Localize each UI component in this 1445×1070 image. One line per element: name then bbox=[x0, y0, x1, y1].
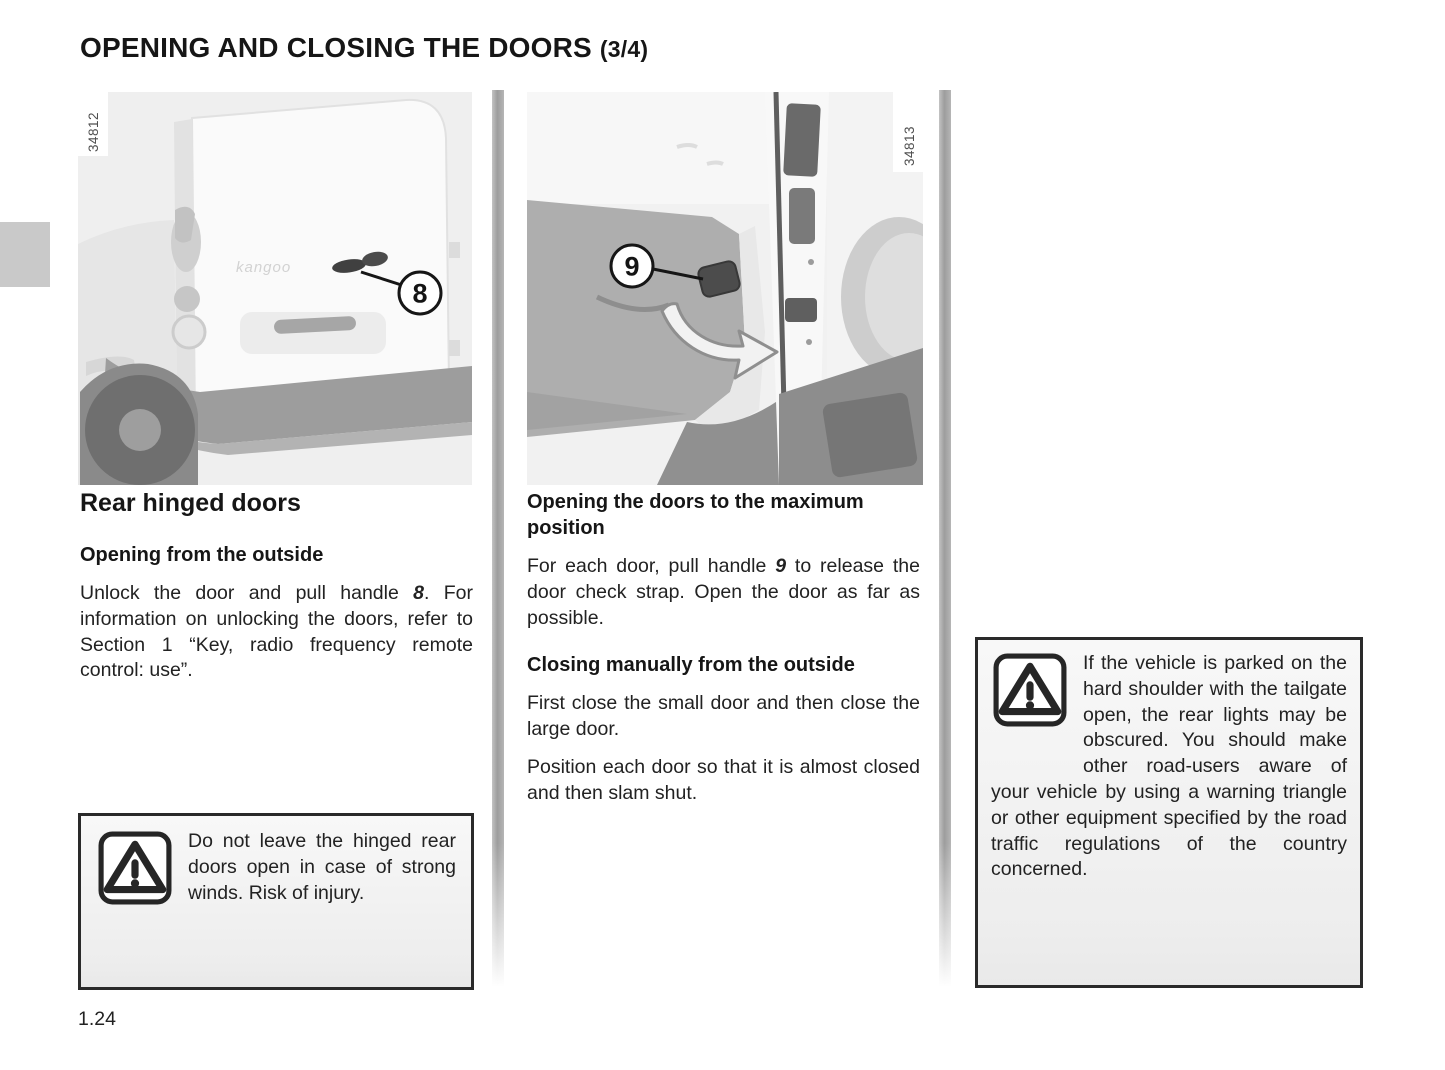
figure-rear-hinged-doors bbox=[78, 92, 472, 485]
subsection-heading: Opening the doors to the maximum position bbox=[527, 491, 864, 539]
door-interior-illustration bbox=[527, 92, 923, 485]
paragraph: Position each door so that it is almost closed and then slam shut. bbox=[527, 755, 920, 804]
page-title-text: OPENING AND CLOSING THE DOORS bbox=[80, 32, 592, 63]
figure-door-maximum-opening bbox=[527, 92, 923, 485]
page-title-suffix: (3/4) bbox=[599, 36, 649, 62]
callout-8 bbox=[399, 272, 441, 314]
warning-triangle-icon bbox=[993, 653, 1067, 727]
kangoo-badge: kangoo bbox=[236, 259, 292, 276]
section-heading: Rear hinged doors bbox=[80, 489, 301, 517]
handle-ref-number: 9 bbox=[775, 555, 787, 577]
svg-text:9: 9 bbox=[624, 251, 640, 282]
warning-triangle-icon bbox=[98, 831, 172, 905]
left-column bbox=[80, 489, 473, 696]
paragraph: Unlock the door and pull handle 8. For information on unlocking the doors, refer to Section 1 “Key, radio frequency remote control: use”. bbox=[80, 582, 473, 682]
page-title bbox=[80, 32, 648, 64]
warning-text: Do not leave the hinged rear doors open in case of strong winds. Risk of injury. bbox=[188, 830, 456, 904]
warning-text: If the vehicle is parked on the hard shoulder with the tailgate open, the rear lights may be obscured. You should make other road-users aware of your vehicle by using a warning triangle or other equipment specified by the road traffic regulations of the country concerned. bbox=[991, 652, 1347, 881]
column-divider-bar bbox=[492, 90, 504, 987]
paragraph: First close the small door and then close the large door. bbox=[527, 692, 920, 741]
figure-ref-number: 34812 bbox=[86, 111, 101, 152]
middle-column bbox=[527, 489, 920, 819]
rear-van-illustration bbox=[78, 92, 472, 485]
paragraph: For each door, pull handle 9 to release the door check strap. Open the door as far as possible. bbox=[527, 555, 920, 629]
subsection-heading: Closing manually from the outside bbox=[527, 654, 855, 677]
column-divider-bar bbox=[939, 90, 951, 987]
step-plate bbox=[822, 392, 919, 479]
section-edge-tab bbox=[0, 222, 50, 287]
figure-ref-number: 34813 bbox=[902, 125, 917, 166]
svg-text:8: 8 bbox=[412, 278, 428, 309]
warning-box-hard-shoulder bbox=[975, 637, 1363, 988]
page-number: 1.24 bbox=[78, 1008, 116, 1030]
reversing-light bbox=[173, 316, 205, 348]
subsection-heading: Opening from the outside bbox=[80, 544, 324, 566]
door-upper-area bbox=[527, 92, 777, 204]
warning-box-hinged-doors bbox=[78, 813, 474, 990]
callout-9 bbox=[611, 245, 653, 287]
handle-ref-number: 8 bbox=[413, 582, 424, 604]
